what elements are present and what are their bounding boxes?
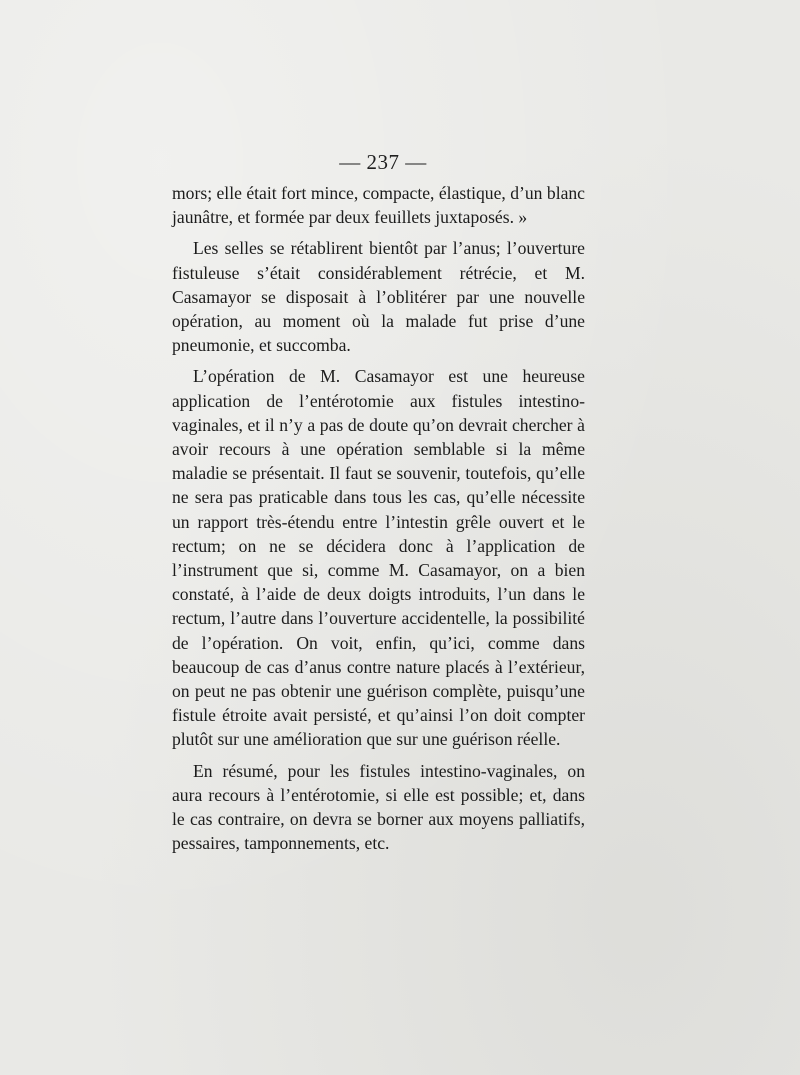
paragraph: En résumé, pour les fistules intestino-vaginales, on aura recours à l’entérotomie, si elle est possible; et, dans le cas contraire, on devra se borner aux moyens palliatifs, pessaires, tamponnements, etc. (172, 760, 585, 854)
paragraph: mors; elle était fort mince, compacte, élastique, d’un blanc jaunâtre, et formée par deux feuillets juxtaposés. » (172, 183, 585, 228)
page-number: — 237 — (339, 150, 427, 174)
paragraph: Les selles se rétablirent bientôt par l’anus; l’ouverture fistuleuse s’était considérablement rétrécie, et M. Casamayor se disposait à l’oblitérer par une nouvelle opération, au moment où la malade fut prise d’une pneumonie, et succomba. (172, 238, 585, 356)
body-text (172, 181, 585, 855)
paragraph: L’opération de M. Casamayor est une heureuse application de l’entérotomie aux fistules intestino-vaginales, et il n’y a pas de doute qu’on devrait chercher à avoir recours à une opération semblable si la même maladie se présentait. Il faut se souvenir, toutefois, qu’elle ne sera pas praticable dans tous les cas, qu’elle nécessite un rapport très-étendu entre l’intestin grêle ouvert et le rectum; on ne se décidera donc à l’application de l’instrument que si, comme M. Casamayor, on a bien constaté, à l’aide de deux doigts introduits, l’un dans le rectum, l’autre dans l’ouverture accidentelle, la possibilité de l’opération. On voit, enfin, qu’ici, comme dans beaucoup de cas d’anus contre nature placés à l’extérieur, on peut ne pas obtenir une guérison complète, puisqu’une fistule étroite avait persisté, et qu’ainsi l’on doit compter plutôt sur une amélioration que sur une guérison réelle. (172, 366, 585, 750)
